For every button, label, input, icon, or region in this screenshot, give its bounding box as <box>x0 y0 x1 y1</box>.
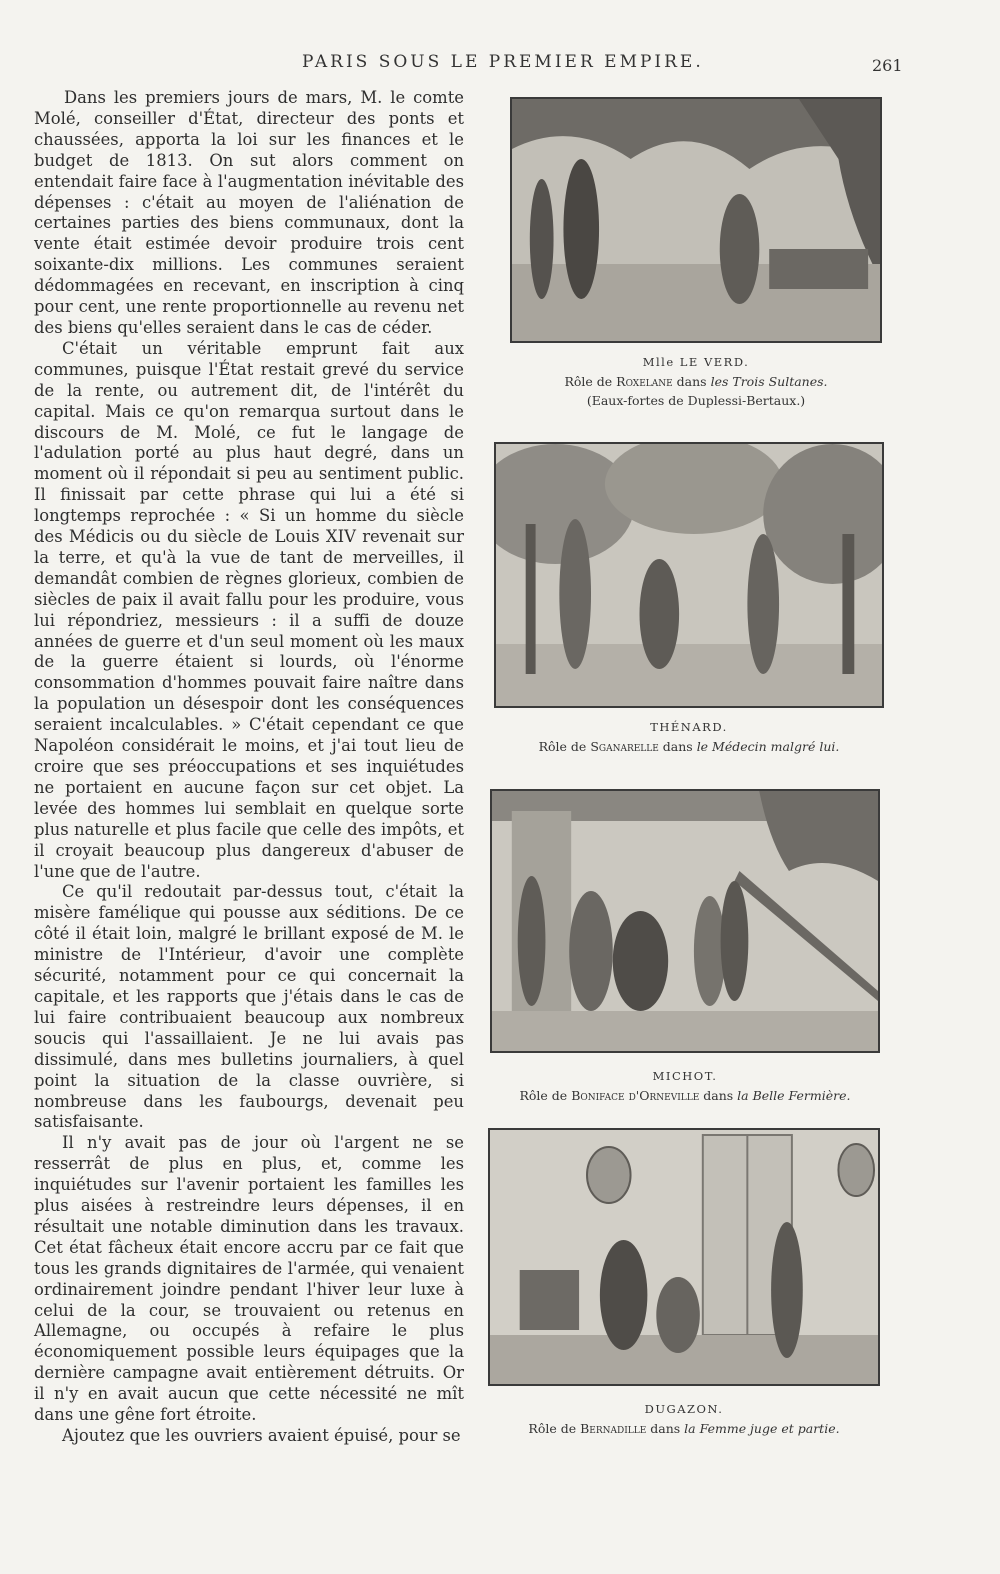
engraving-thenard <box>494 442 884 708</box>
page-number: 261 <box>872 56 903 75</box>
paragraph-2: C'était un véritable emprunt fait aux communes, puisque l'État restait grevé du service de la rente, ou autrement dit, de l'intérêt du capital. Mais ce qu'on remarqua surtout dans le discours de M. Molé, ce fut le langage de l'adulation porté au plus haut degré, dans un moment où il répondait si peu au sentiment public. Il finissait par cette phrase qui lui a été si longtemps reprochée : « Si un homme du siècle des Médicis ou du siècle de Louis XIV revenait sur la terre, et qu'à la vue de tant de merveilles, il demandât combien de règnes glorieux, combien de siècles de paix il avait fallu pour les produire, vous lui répondriez, messieurs : il a suffi de douze années de guerre et d'un seul moment où les maux de la guerre étaient si lourds, où l'énorme consommation d'hommes pouvait faire naître dans la population un désespoir dont les conséquences seraient incalculables. » C'était cependant ce que Napoléon considérait le moins, et j'ai tout lieu de croire que ses préoccupations et ses inquiétudes ne portaient en aucune façon sur cet objet. La levée des hommes lui semblait en quelque sorte plus naturelle et plus facile que celle des impôts, et il croyait beaucoup plus dangereux d'abuser de l'une que de l'autre. <box>34 338 464 881</box>
body-text-column <box>34 88 464 1447</box>
running-title: PARIS SOUS LE PREMIER EMPIRE. <box>302 52 704 72</box>
engraving-dugazon <box>488 1128 880 1386</box>
figure-thenard <box>494 442 884 756</box>
caption-role: Rôle de Boniface d'Orneville dans la Belle Fermière. <box>519 1088 851 1103</box>
caption-name: THÉNARD. <box>650 720 728 734</box>
paragraph-1: Dans les premiers jours de mars, M. le comte Molé, conseiller d'État, directeur des ponts et chaussées, apporta la loi sur les finances et le budget de 1813. On sut alors comment on entendait faire face à l'augmentation inévitable des dépenses : c'était au moyen de l'aliénation de certaines parties des biens communaux, dont la vente était estimée devoir produire trois cent soixante-dix millions. Les communes seraient dédommagées en recevant, en inscription à cinq pour cent, une rente proportionnelle au revenu net des biens qu'elles seraient dans le cas de céder. <box>34 88 464 337</box>
page-header <box>0 52 1000 82</box>
figure-le-verd <box>510 97 882 410</box>
caption-role: Rôle de Sganarelle dans le Médecin malgré lui. <box>538 739 840 754</box>
caption-role: Rôle de Bernadille dans la Femme juge et partie. <box>528 1421 840 1436</box>
paragraph-3: Ce qu'il redoutait par-dessus tout, c'était la misère famélique qui pousse aux séditions. De ce côté il était loin, malgré le brillant exposé de M. le ministre de l'Intérieur, d'avoir une complète sécurité, notamment pour ce qui concernait la capitale, et les rapports que j'étais dans le cas de lui faire contribuaient beaucoup aux nombreux soucis qui l'assaillaient. Je ne lui avais pas dissimulé, dans mes bulletins journaliers, à quel point la situation de la classe ouvrière, si nombreuse dans les faubourgs, devenait peu satisfaisante. <box>34 882 464 1132</box>
engraving-le-verd <box>510 97 882 343</box>
caption-name: MICHOT. <box>652 1069 718 1083</box>
engraving-michot <box>490 789 880 1053</box>
figure-michot <box>490 789 880 1105</box>
caption-name: Mlle LE VERD. <box>642 355 750 369</box>
figure-dugazon <box>488 1128 880 1438</box>
paragraph-4: Il n'y avait pas de jour où l'argent ne se resserrât de plus en plus, et, comme les inquiétudes sur l'avenir portaient les familles les plus aisées à restreindre leurs dépenses, il en résultait une notable diminution dans les travaux. Cet état fâcheux était encore accru par ce fait que tous les grands dignitaires de l'armée, qui venaient ordinairement joindre pendant l'hiver leur luxe à celui de la cour, se trouvaient ou retenus en Allemagne, ou occupés à refaire le plus économiquement possible leurs équipages que la dernière campagne avait entièrement détruits. Or il n'y en avait aucun que cette nécessité ne mît dans une gêne fort étroite. <box>34 1133 464 1425</box>
caption-role: Rôle de Roxelane dans les Trois Sultanes. <box>564 374 828 389</box>
paragraph-5: Ajoutez que les ouvriers avaient épuisé, pour se <box>62 1426 461 1445</box>
caption-note: (Eaux-fortes de Duplessi-Bertaux.) <box>586 393 806 408</box>
caption-name: DUGAZON. <box>644 1402 724 1416</box>
